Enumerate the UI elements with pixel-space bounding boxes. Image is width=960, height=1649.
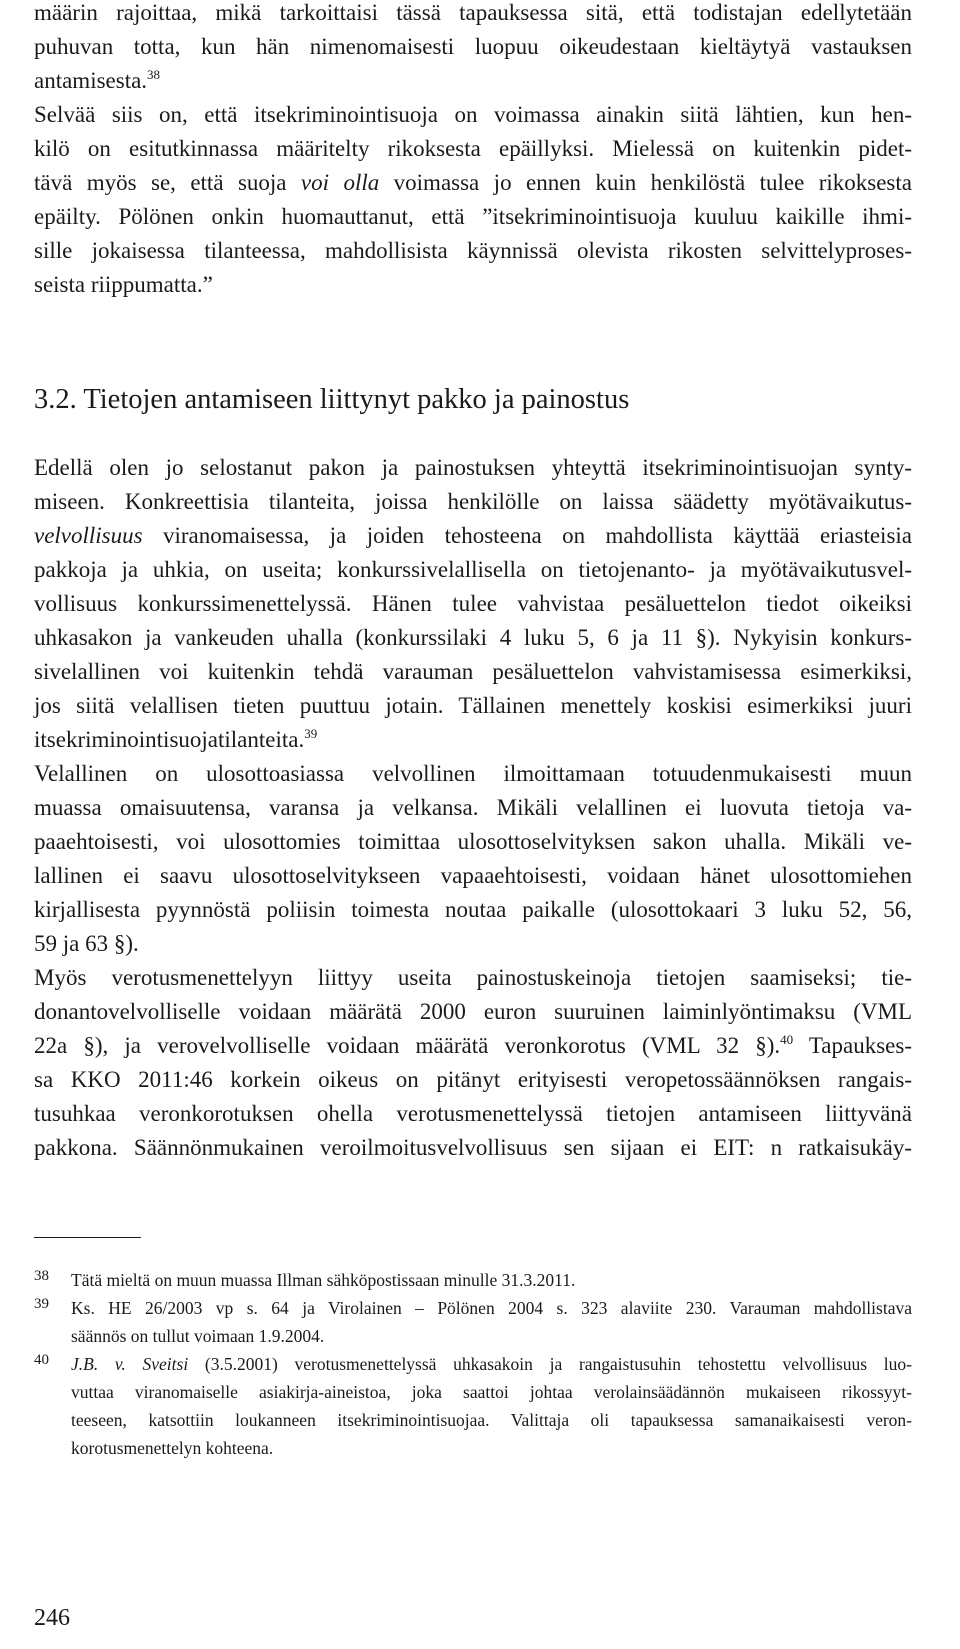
page-number: 246: [34, 1605, 70, 1631]
text-line: kilö on esitutkinnassa määritelty rikoksesta epäillyksi. Mielessä on kuitenkin pidet-: [34, 136, 912, 161]
text-line: määrin rajoittaa, mikä tarkoittaisi tässä tapauksessa sitä, että todistajan edellytetään: [34, 0, 912, 25]
text-line: miseen. Konkreettisia tilanteita, joissa henkilölle on laissa säädetty myötävaikutus-: [34, 489, 912, 514]
text-line: tävä myös se, että suoja voi olla voimassa jo ennen kuin henkilöstä tulee rikoksesta: [34, 170, 912, 195]
footnote-number: 40: [34, 1352, 49, 1368]
footnote-number: 38: [34, 1268, 49, 1284]
text-line: puhuvan totta, kun hän nimenomaisesti luopuu oikeudestaan kieltäytyä vastauksen: [34, 34, 912, 59]
footnote-40-continued: teeseen, katsottiin loukanneen itsekriminointisuojaa. Valittaja oli tapauksessa samanaikaisesti veron-: [71, 1410, 912, 1430]
footnote-40: J.B. v. Sveitsi (3.5.2001) verotusmenettelyssä uhkasakoin ja rangaistusuhin tehostettu velvollisuus luo-: [71, 1354, 912, 1374]
text-line: 22a §), ja verovelvolliselle voidaan määrätä veronkorotus (VML 32 §).$^{40}$ Tapaukses-: [34, 1032, 912, 1058]
text-line: epäilty. Pölönen onkin huomauttanut, että ”itsekriminointisuoja kuuluu kaikille ihmi-: [34, 204, 912, 229]
footnote-ref-40[interactable]: 40: [780, 1032, 794, 1047]
text-line: sa KKO 2011:46 korkein oikeus on pitänyt erityisesti veropetossäännöksen rangais-: [34, 1067, 912, 1092]
text-line: lallinen ei saavu ulosottoselvitykseen vapaaehtoisesti, voidaan hänet ulosottomiehen: [34, 863, 912, 888]
text-line: muassa omaisuutensa, varansa ja velkansa. Mikäli velallinen ei luovuta tietoja va-: [34, 795, 912, 820]
footnote-number: 39: [34, 1296, 49, 1312]
text-line: pakkona. Säännönmukainen veroilmoitusvelvollisuus sen sijaan ei EIT: n ratkaisukäy-: [34, 1135, 912, 1160]
text-line: kirjallisesta pyynnöstä poliisin toimesta noutaa paikalle (ulosottokaari 3 luku 52, 56,: [34, 897, 912, 922]
text-line: antamisesta.$^{38}$: [34, 67, 161, 93]
footnote-ref-39[interactable]: 39: [304, 726, 318, 741]
text-line: jos siitä velallisen tieten puuttuu jotain. Tällainen menettely koskisi esimerkiksi juuri: [34, 693, 912, 718]
text-line: Selvää siis on, että itsekriminointisuoja on voimassa ainakin siitä lähtien, kun hen-: [34, 102, 912, 127]
text-line: donantovelvolliselle voidaan määrätä 2000 euron suuruinen laiminlyöntimaksu (VML: [34, 999, 912, 1024]
text-line: uhkasakon ja vankeuden uhalla (konkurssilaki 4 luku 5, 6 ja 11 §). Nykyisin konkurs-: [34, 625, 912, 650]
footnote-40-continued: vuttaa viranomaiselle asiakirja-aineistoa, joka saattoi johtaa verolainsäädännön mukaiseen rikossyyt-: [71, 1382, 912, 1402]
text-line: sille jokaisessa tilanteessa, mahdollisista käynnissä olevista rikosten selvittelyproses-: [34, 238, 912, 263]
text-line: sivelallinen voi kuitenkin tehdä varauman pesäluettelon vahvistamisessa esimerkiksi,: [34, 659, 912, 684]
footnote-divider: [34, 1237, 141, 1238]
text-line: paaehtoisesti, voi ulosottomies toimittaa ulosottoselvityksen sakon uhalla. Mikäli ve-: [34, 829, 912, 854]
text-line: pakkoja ja uhkia, on useita; konkurssivelallisella on tietojenanto- ja myötävaikutusvel-: [34, 557, 912, 582]
text-line: Myös verotusmenettelyyn liittyy useita painostuskeinoja tietojen saamiseksi; tie-: [34, 965, 912, 990]
footnote-38: Tätä mieltä on muun muassa Illman sähköpostissaan minulle 31.3.2011.: [71, 1270, 576, 1290]
footnote-40-continued: korotusmenettelyn kohteena.: [71, 1438, 274, 1458]
text-line: tusuhkaa veronkorotuksen ohella verotusmenettelyssä tietojen antamiseen liittyvänä: [34, 1101, 912, 1126]
text-line: itsekriminointisuojatilanteita.$^{39}$: [34, 726, 318, 752]
text-line: seista riippumatta.”: [34, 272, 213, 297]
text-line: velvollisuus viranomaisessa, ja joiden tehosteena on mahdollista käyttää eriasteisia: [34, 523, 912, 548]
text-line: Velallinen on ulosottoasiassa velvollinen ilmoittamaan totuudenmukaisesti muun: [34, 761, 912, 786]
footnote-39: Ks. HE 26/2003 vp s. 64 ja Virolainen – Pölönen 2004 s. 323 alaviite 230. Varauman mahdollistava: [71, 1298, 912, 1318]
text-line: vollisuus konkurssimenettelyssä. Hänen tulee vahvistaa pesäluettelon tiedot oikeiksi: [34, 591, 912, 616]
footnote-39-continued: säännös on tullut voimaan 1.9.2004.: [71, 1326, 325, 1346]
footnote-ref-38[interactable]: 38: [147, 67, 161, 82]
text-line: 59 ja 63 §).: [34, 931, 139, 956]
text-line: Edellä olen jo selostanut pakon ja painostuksen yhteyttä itsekriminointisuojan synty-: [34, 455, 912, 480]
section-heading: 3.2. Tietojen antamiseen liittynyt pakko ja painostus: [34, 384, 630, 415]
